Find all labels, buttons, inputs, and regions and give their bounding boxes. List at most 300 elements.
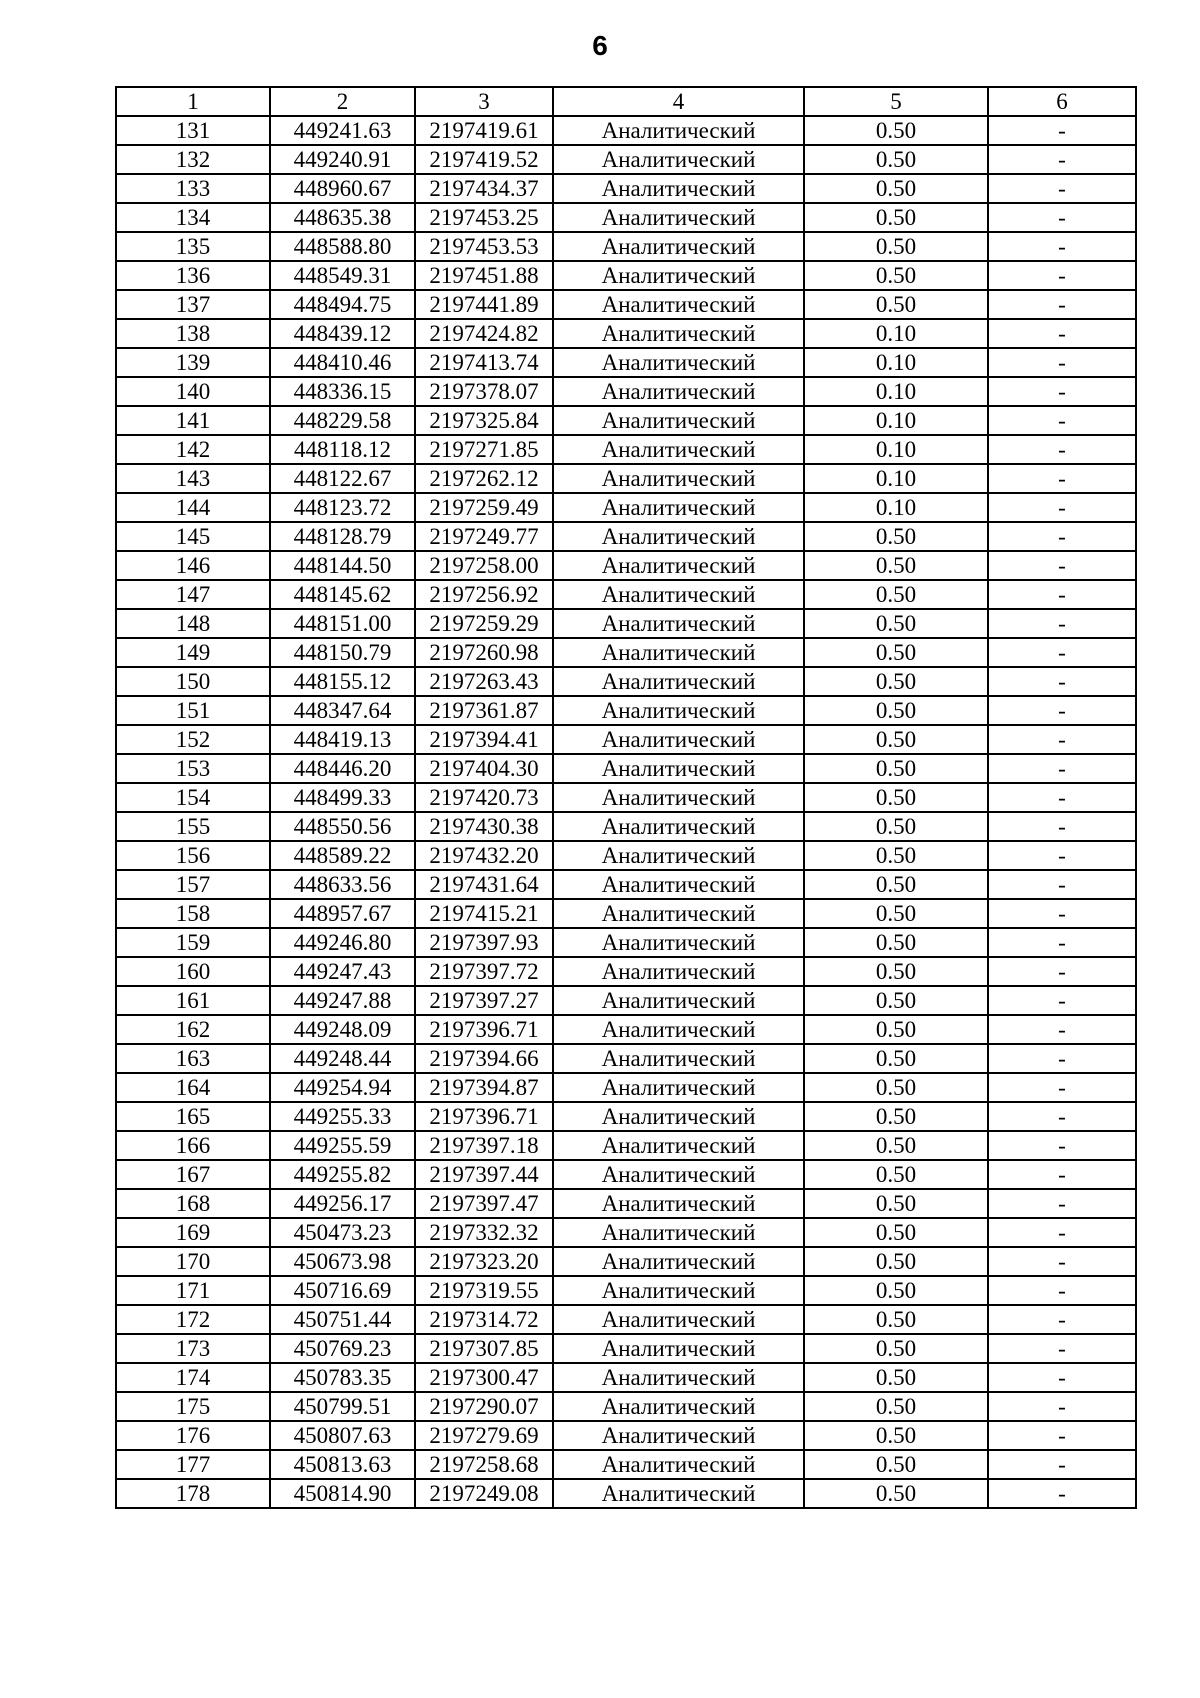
note-cell: - bbox=[988, 957, 1136, 986]
x-coordinate-cell: 448410.46 bbox=[270, 348, 415, 377]
table-row bbox=[116, 667, 1136, 696]
table-row bbox=[116, 1073, 1136, 1102]
table-row bbox=[116, 986, 1136, 1015]
point-number-cell: 156 bbox=[116, 841, 270, 870]
point-number-cell: 157 bbox=[116, 870, 270, 899]
point-number-cell: 169 bbox=[116, 1218, 270, 1247]
x-coordinate-cell: 450814.90 bbox=[270, 1479, 415, 1508]
note-cell: - bbox=[988, 1305, 1136, 1334]
x-coordinate-cell: 449248.44 bbox=[270, 1044, 415, 1073]
x-coordinate-cell: 448144.50 bbox=[270, 551, 415, 580]
table-row bbox=[116, 319, 1136, 348]
table-row bbox=[116, 841, 1136, 870]
method-cell: Аналитический bbox=[553, 1363, 804, 1392]
accuracy-cell: 0.50 bbox=[804, 1189, 988, 1218]
accuracy-cell: 0.50 bbox=[804, 928, 988, 957]
table-row bbox=[116, 1218, 1136, 1247]
accuracy-cell: 0.50 bbox=[804, 667, 988, 696]
method-cell: Аналитический bbox=[553, 1160, 804, 1189]
note-cell: - bbox=[988, 261, 1136, 290]
table-row bbox=[116, 783, 1136, 812]
y-coordinate-cell: 2197419.52 bbox=[415, 145, 553, 174]
y-coordinate-cell: 2197397.72 bbox=[415, 957, 553, 986]
y-coordinate-cell: 2197424.82 bbox=[415, 319, 553, 348]
point-number-cell: 146 bbox=[116, 551, 270, 580]
point-number-cell: 160 bbox=[116, 957, 270, 986]
point-number-cell: 139 bbox=[116, 348, 270, 377]
accuracy-cell: 0.50 bbox=[804, 261, 988, 290]
note-cell: - bbox=[988, 290, 1136, 319]
point-number-cell: 141 bbox=[116, 406, 270, 435]
accuracy-cell: 0.50 bbox=[804, 580, 988, 609]
method-cell: Аналитический bbox=[553, 377, 804, 406]
y-coordinate-cell: 2197451.88 bbox=[415, 261, 553, 290]
method-cell: Аналитический bbox=[553, 957, 804, 986]
accuracy-cell: 0.50 bbox=[804, 1102, 988, 1131]
point-number-cell: 164 bbox=[116, 1073, 270, 1102]
header-cell: 1 bbox=[116, 87, 270, 116]
x-coordinate-cell: 448419.13 bbox=[270, 725, 415, 754]
method-cell: Аналитический bbox=[553, 174, 804, 203]
note-cell: - bbox=[988, 1073, 1136, 1102]
note-cell: - bbox=[988, 783, 1136, 812]
accuracy-cell: 0.50 bbox=[804, 1421, 988, 1450]
method-cell: Аналитический bbox=[553, 1305, 804, 1334]
x-coordinate-cell: 448439.12 bbox=[270, 319, 415, 348]
note-cell: - bbox=[988, 1131, 1136, 1160]
y-coordinate-cell: 2197420.73 bbox=[415, 783, 553, 812]
table-row bbox=[116, 290, 1136, 319]
x-coordinate-cell: 448635.38 bbox=[270, 203, 415, 232]
point-number-cell: 173 bbox=[116, 1334, 270, 1363]
accuracy-cell: 0.50 bbox=[804, 116, 988, 145]
method-cell: Аналитический bbox=[553, 261, 804, 290]
x-coordinate-cell: 448549.31 bbox=[270, 261, 415, 290]
x-coordinate-cell: 450813.63 bbox=[270, 1450, 415, 1479]
header-cell: 3 bbox=[415, 87, 553, 116]
x-coordinate-cell: 449254.94 bbox=[270, 1073, 415, 1102]
note-cell: - bbox=[988, 145, 1136, 174]
accuracy-cell: 0.50 bbox=[804, 1334, 988, 1363]
point-number-cell: 163 bbox=[116, 1044, 270, 1073]
note-cell: - bbox=[988, 1189, 1136, 1218]
table-row bbox=[116, 580, 1136, 609]
x-coordinate-cell: 449255.33 bbox=[270, 1102, 415, 1131]
note-cell: - bbox=[988, 812, 1136, 841]
accuracy-cell: 0.10 bbox=[804, 348, 988, 377]
method-cell: Аналитический bbox=[553, 290, 804, 319]
method-cell: Аналитический bbox=[553, 667, 804, 696]
note-cell: - bbox=[988, 1160, 1136, 1189]
x-coordinate-cell: 448118.12 bbox=[270, 435, 415, 464]
accuracy-cell: 0.50 bbox=[804, 1247, 988, 1276]
y-coordinate-cell: 2197413.74 bbox=[415, 348, 553, 377]
accuracy-cell: 0.50 bbox=[804, 1450, 988, 1479]
point-number-cell: 142 bbox=[116, 435, 270, 464]
table-row bbox=[116, 1102, 1136, 1131]
method-cell: Аналитический bbox=[553, 580, 804, 609]
x-coordinate-cell: 448589.22 bbox=[270, 841, 415, 870]
x-coordinate-cell: 448145.62 bbox=[270, 580, 415, 609]
method-cell: Аналитический bbox=[553, 464, 804, 493]
y-coordinate-cell: 2197394.87 bbox=[415, 1073, 553, 1102]
y-coordinate-cell: 2197430.38 bbox=[415, 812, 553, 841]
accuracy-cell: 0.50 bbox=[804, 1160, 988, 1189]
y-coordinate-cell: 2197300.47 bbox=[415, 1363, 553, 1392]
method-cell: Аналитический bbox=[553, 1421, 804, 1450]
point-number-cell: 137 bbox=[116, 290, 270, 319]
point-number-cell: 165 bbox=[116, 1102, 270, 1131]
y-coordinate-cell: 2197258.00 bbox=[415, 551, 553, 580]
table-row bbox=[116, 1189, 1136, 1218]
x-coordinate-cell: 448123.72 bbox=[270, 493, 415, 522]
note-cell: - bbox=[988, 319, 1136, 348]
method-cell: Аналитический bbox=[553, 870, 804, 899]
accuracy-cell: 0.50 bbox=[804, 1479, 988, 1508]
method-cell: Аналитический bbox=[553, 1334, 804, 1363]
method-cell: Аналитический bbox=[553, 609, 804, 638]
method-cell: Аналитический bbox=[553, 493, 804, 522]
y-coordinate-cell: 2197434.37 bbox=[415, 174, 553, 203]
method-cell: Аналитический bbox=[553, 783, 804, 812]
accuracy-cell: 0.50 bbox=[804, 841, 988, 870]
method-cell: Аналитический bbox=[553, 754, 804, 783]
accuracy-cell: 0.50 bbox=[804, 638, 988, 667]
point-number-cell: 131 bbox=[116, 116, 270, 145]
note-cell: - bbox=[988, 348, 1136, 377]
table-row bbox=[116, 145, 1136, 174]
page-number: 6 bbox=[592, 30, 608, 61]
point-number-cell: 149 bbox=[116, 638, 270, 667]
accuracy-cell: 0.50 bbox=[804, 812, 988, 841]
y-coordinate-cell: 2197323.20 bbox=[415, 1247, 553, 1276]
point-number-cell: 175 bbox=[116, 1392, 270, 1421]
y-coordinate-cell: 2197259.49 bbox=[415, 493, 553, 522]
x-coordinate-cell: 449247.88 bbox=[270, 986, 415, 1015]
accuracy-cell: 0.50 bbox=[804, 290, 988, 319]
y-coordinate-cell: 2197397.18 bbox=[415, 1131, 553, 1160]
x-coordinate-cell: 448150.79 bbox=[270, 638, 415, 667]
note-cell: - bbox=[988, 1102, 1136, 1131]
x-coordinate-cell: 449246.80 bbox=[270, 928, 415, 957]
y-coordinate-cell: 2197397.27 bbox=[415, 986, 553, 1015]
note-cell: - bbox=[988, 986, 1136, 1015]
accuracy-cell: 0.50 bbox=[804, 870, 988, 899]
y-coordinate-cell: 2197397.93 bbox=[415, 928, 553, 957]
table-row bbox=[116, 1392, 1136, 1421]
accuracy-cell: 0.50 bbox=[804, 783, 988, 812]
accuracy-cell: 0.10 bbox=[804, 406, 988, 435]
method-cell: Аналитический bbox=[553, 812, 804, 841]
method-cell: Аналитический bbox=[553, 841, 804, 870]
table-row bbox=[116, 899, 1136, 928]
note-cell: - bbox=[988, 435, 1136, 464]
note-cell: - bbox=[988, 1276, 1136, 1305]
y-coordinate-cell: 2197290.07 bbox=[415, 1392, 553, 1421]
x-coordinate-cell: 450807.63 bbox=[270, 1421, 415, 1450]
y-coordinate-cell: 2197319.55 bbox=[415, 1276, 553, 1305]
table-row bbox=[116, 1479, 1136, 1508]
y-coordinate-cell: 2197332.32 bbox=[415, 1218, 553, 1247]
table-row bbox=[116, 551, 1136, 580]
table-row bbox=[116, 1334, 1136, 1363]
point-number-cell: 147 bbox=[116, 580, 270, 609]
x-coordinate-cell: 449255.59 bbox=[270, 1131, 415, 1160]
note-cell: - bbox=[988, 232, 1136, 261]
note-cell: - bbox=[988, 609, 1136, 638]
x-coordinate-cell: 448122.67 bbox=[270, 464, 415, 493]
point-number-cell: 178 bbox=[116, 1479, 270, 1508]
table-row bbox=[116, 493, 1136, 522]
y-coordinate-cell: 2197256.92 bbox=[415, 580, 553, 609]
x-coordinate-cell: 448229.58 bbox=[270, 406, 415, 435]
table-row bbox=[116, 1015, 1136, 1044]
table-row bbox=[116, 696, 1136, 725]
method-cell: Аналитический bbox=[553, 1015, 804, 1044]
note-cell: - bbox=[988, 493, 1136, 522]
table-row bbox=[116, 870, 1136, 899]
note-cell: - bbox=[988, 1247, 1136, 1276]
accuracy-cell: 0.50 bbox=[804, 1073, 988, 1102]
point-number-cell: 153 bbox=[116, 754, 270, 783]
y-coordinate-cell: 2197263.43 bbox=[415, 667, 553, 696]
method-cell: Аналитический bbox=[553, 986, 804, 1015]
note-cell: - bbox=[988, 899, 1136, 928]
x-coordinate-cell: 448155.12 bbox=[270, 667, 415, 696]
method-cell: Аналитический bbox=[553, 1450, 804, 1479]
header-cell: 2 bbox=[270, 87, 415, 116]
method-cell: Аналитический bbox=[553, 1073, 804, 1102]
point-number-cell: 172 bbox=[116, 1305, 270, 1334]
y-coordinate-cell: 2197249.77 bbox=[415, 522, 553, 551]
accuracy-cell: 0.10 bbox=[804, 435, 988, 464]
note-cell: - bbox=[988, 841, 1136, 870]
note-cell: - bbox=[988, 203, 1136, 232]
point-number-cell: 176 bbox=[116, 1421, 270, 1450]
point-number-cell: 166 bbox=[116, 1131, 270, 1160]
x-coordinate-cell: 448494.75 bbox=[270, 290, 415, 319]
x-coordinate-cell: 450673.98 bbox=[270, 1247, 415, 1276]
x-coordinate-cell: 448347.64 bbox=[270, 696, 415, 725]
x-coordinate-cell: 449255.82 bbox=[270, 1160, 415, 1189]
note-cell: - bbox=[988, 1421, 1136, 1450]
table-row bbox=[116, 174, 1136, 203]
point-number-cell: 132 bbox=[116, 145, 270, 174]
note-cell: - bbox=[988, 406, 1136, 435]
note-cell: - bbox=[988, 638, 1136, 667]
point-number-cell: 171 bbox=[116, 1276, 270, 1305]
accuracy-cell: 0.50 bbox=[804, 1131, 988, 1160]
table-row bbox=[116, 203, 1136, 232]
x-coordinate-cell: 449247.43 bbox=[270, 957, 415, 986]
method-cell: Аналитический bbox=[553, 406, 804, 435]
x-coordinate-cell: 450769.23 bbox=[270, 1334, 415, 1363]
x-coordinate-cell: 448588.80 bbox=[270, 232, 415, 261]
note-cell: - bbox=[988, 464, 1136, 493]
point-number-cell: 162 bbox=[116, 1015, 270, 1044]
note-cell: - bbox=[988, 116, 1136, 145]
accuracy-cell: 0.50 bbox=[804, 754, 988, 783]
y-coordinate-cell: 2197397.47 bbox=[415, 1189, 553, 1218]
table-row bbox=[116, 1131, 1136, 1160]
x-coordinate-cell: 448550.56 bbox=[270, 812, 415, 841]
method-cell: Аналитический bbox=[553, 319, 804, 348]
note-cell: - bbox=[988, 1044, 1136, 1073]
accuracy-cell: 0.10 bbox=[804, 377, 988, 406]
accuracy-cell: 0.50 bbox=[804, 986, 988, 1015]
note-cell: - bbox=[988, 1450, 1136, 1479]
y-coordinate-cell: 2197259.29 bbox=[415, 609, 553, 638]
method-cell: Аналитический bbox=[553, 1189, 804, 1218]
accuracy-cell: 0.50 bbox=[804, 522, 988, 551]
accuracy-cell: 0.10 bbox=[804, 493, 988, 522]
table-row bbox=[116, 812, 1136, 841]
method-cell: Аналитический bbox=[553, 551, 804, 580]
accuracy-cell: 0.50 bbox=[804, 1305, 988, 1334]
point-number-cell: 150 bbox=[116, 667, 270, 696]
table-row bbox=[116, 522, 1136, 551]
table-row bbox=[116, 1450, 1136, 1479]
table-row bbox=[116, 1160, 1136, 1189]
point-number-cell: 168 bbox=[116, 1189, 270, 1218]
x-coordinate-cell: 448446.20 bbox=[270, 754, 415, 783]
accuracy-cell: 0.50 bbox=[804, 174, 988, 203]
table-row bbox=[116, 1276, 1136, 1305]
method-cell: Аналитический bbox=[553, 1276, 804, 1305]
x-coordinate-cell: 448499.33 bbox=[270, 783, 415, 812]
note-cell: - bbox=[988, 580, 1136, 609]
method-cell: Аналитический bbox=[553, 1131, 804, 1160]
y-coordinate-cell: 2197394.66 bbox=[415, 1044, 553, 1073]
note-cell: - bbox=[988, 1334, 1136, 1363]
x-coordinate-cell: 449248.09 bbox=[270, 1015, 415, 1044]
note-cell: - bbox=[988, 696, 1136, 725]
method-cell: Аналитический bbox=[553, 116, 804, 145]
table-row bbox=[116, 928, 1136, 957]
y-coordinate-cell: 2197271.85 bbox=[415, 435, 553, 464]
note-cell: - bbox=[988, 522, 1136, 551]
method-cell: Аналитический bbox=[553, 232, 804, 261]
method-cell: Аналитический bbox=[553, 725, 804, 754]
point-number-cell: 152 bbox=[116, 725, 270, 754]
table-row bbox=[116, 377, 1136, 406]
point-number-cell: 143 bbox=[116, 464, 270, 493]
note-cell: - bbox=[988, 1392, 1136, 1421]
y-coordinate-cell: 2197419.61 bbox=[415, 116, 553, 145]
accuracy-cell: 0.50 bbox=[804, 1015, 988, 1044]
note-cell: - bbox=[988, 928, 1136, 957]
x-coordinate-cell: 448128.79 bbox=[270, 522, 415, 551]
note-cell: - bbox=[988, 725, 1136, 754]
y-coordinate-cell: 2197404.30 bbox=[415, 754, 553, 783]
x-coordinate-cell: 448151.00 bbox=[270, 609, 415, 638]
point-number-cell: 145 bbox=[116, 522, 270, 551]
method-cell: Аналитический bbox=[553, 638, 804, 667]
y-coordinate-cell: 2197262.12 bbox=[415, 464, 553, 493]
note-cell: - bbox=[988, 1479, 1136, 1508]
x-coordinate-cell: 449256.17 bbox=[270, 1189, 415, 1218]
y-coordinate-cell: 2197415.21 bbox=[415, 899, 553, 928]
note-cell: - bbox=[988, 174, 1136, 203]
point-number-cell: 144 bbox=[116, 493, 270, 522]
point-number-cell: 136 bbox=[116, 261, 270, 290]
accuracy-cell: 0.50 bbox=[804, 957, 988, 986]
point-number-cell: 151 bbox=[116, 696, 270, 725]
accuracy-cell: 0.50 bbox=[804, 203, 988, 232]
point-number-cell: 170 bbox=[116, 1247, 270, 1276]
y-coordinate-cell: 2197397.44 bbox=[415, 1160, 553, 1189]
table-row bbox=[116, 232, 1136, 261]
method-cell: Аналитический bbox=[553, 522, 804, 551]
x-coordinate-cell: 448957.67 bbox=[270, 899, 415, 928]
note-cell: - bbox=[988, 551, 1136, 580]
y-coordinate-cell: 2197396.71 bbox=[415, 1015, 553, 1044]
note-cell: - bbox=[988, 667, 1136, 696]
point-number-cell: 138 bbox=[116, 319, 270, 348]
table-row bbox=[116, 725, 1136, 754]
note-cell: - bbox=[988, 1218, 1136, 1247]
point-number-cell: 158 bbox=[116, 899, 270, 928]
note-cell: - bbox=[988, 754, 1136, 783]
point-number-cell: 148 bbox=[116, 609, 270, 638]
x-coordinate-cell: 449241.63 bbox=[270, 116, 415, 145]
y-coordinate-cell: 2197325.84 bbox=[415, 406, 553, 435]
accuracy-cell: 0.50 bbox=[804, 725, 988, 754]
note-cell: - bbox=[988, 377, 1136, 406]
table-row bbox=[116, 406, 1136, 435]
method-cell: Аналитический bbox=[553, 1479, 804, 1508]
table-row bbox=[116, 116, 1136, 145]
method-cell: Аналитический bbox=[553, 1102, 804, 1131]
coordinates-table bbox=[115, 86, 1137, 1509]
note-cell: - bbox=[988, 870, 1136, 899]
point-number-cell: 140 bbox=[116, 377, 270, 406]
accuracy-cell: 0.50 bbox=[804, 1218, 988, 1247]
x-coordinate-cell: 448633.56 bbox=[270, 870, 415, 899]
accuracy-cell: 0.50 bbox=[804, 232, 988, 261]
table-row bbox=[116, 435, 1136, 464]
table-row bbox=[116, 1363, 1136, 1392]
table-row bbox=[116, 638, 1136, 667]
table-body bbox=[116, 116, 1136, 1508]
accuracy-cell: 0.10 bbox=[804, 464, 988, 493]
accuracy-cell: 0.50 bbox=[804, 899, 988, 928]
table-row bbox=[116, 754, 1136, 783]
x-coordinate-cell: 450751.44 bbox=[270, 1305, 415, 1334]
method-cell: Аналитический bbox=[553, 1247, 804, 1276]
point-number-cell: 174 bbox=[116, 1363, 270, 1392]
table-header bbox=[116, 87, 1136, 116]
x-coordinate-cell: 450783.35 bbox=[270, 1363, 415, 1392]
y-coordinate-cell: 2197279.69 bbox=[415, 1421, 553, 1450]
accuracy-cell: 0.50 bbox=[804, 145, 988, 174]
y-coordinate-cell: 2197453.25 bbox=[415, 203, 553, 232]
note-cell: - bbox=[988, 1015, 1136, 1044]
table-row bbox=[116, 1421, 1136, 1450]
method-cell: Аналитический bbox=[553, 1392, 804, 1421]
y-coordinate-cell: 2197258.68 bbox=[415, 1450, 553, 1479]
y-coordinate-cell: 2197361.87 bbox=[415, 696, 553, 725]
y-coordinate-cell: 2197432.20 bbox=[415, 841, 553, 870]
accuracy-cell: 0.50 bbox=[804, 696, 988, 725]
point-number-cell: 133 bbox=[116, 174, 270, 203]
table-row bbox=[116, 261, 1136, 290]
point-number-cell: 155 bbox=[116, 812, 270, 841]
point-number-cell: 135 bbox=[116, 232, 270, 261]
method-cell: Аналитический bbox=[553, 145, 804, 174]
y-coordinate-cell: 2197431.64 bbox=[415, 870, 553, 899]
table-row bbox=[116, 348, 1136, 377]
